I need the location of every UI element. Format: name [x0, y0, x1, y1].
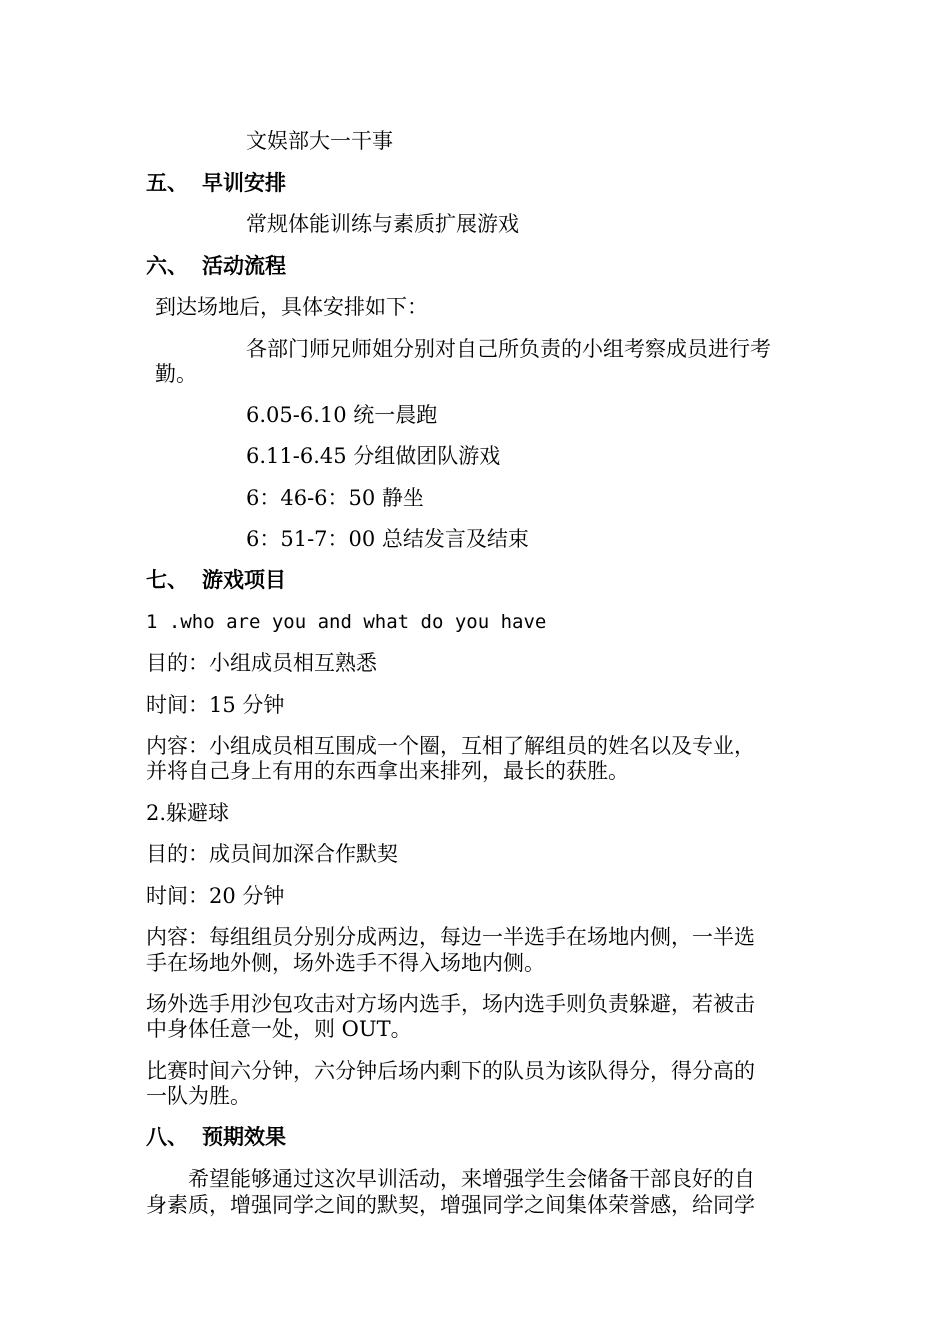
section-number: 八、: [146, 1125, 188, 1149]
game-rule: 一队为胜。: [146, 1084, 251, 1108]
game-time: 时间：20 分钟: [146, 884, 285, 908]
game-goal: 目的：成员间加深合作默契: [146, 842, 398, 866]
schedule-item: 6.05-6.10 统一晨跑: [246, 403, 438, 427]
schedule-item: 6：46-6：50 静坐: [246, 486, 424, 510]
paragraph-line: 勤。: [155, 362, 197, 386]
section-heading-7: [146, 567, 286, 593]
schedule-item: 6：51-7：00 总结发言及结束: [246, 527, 529, 551]
section-number: 六、: [146, 254, 188, 278]
game-content: 手在场地外侧，场外选手不得入场地内侧。: [146, 951, 545, 975]
game-content: 并将自己身上有用的东西拿出来排列，最长的获胜。: [146, 759, 629, 783]
section-title: 预期效果: [202, 1125, 286, 1149]
game-time: 时间：15 分钟: [146, 693, 285, 717]
game-title: 2.躲避球: [146, 801, 230, 825]
section-title: 活动流程: [202, 254, 286, 278]
paragraph-line: 到达场地后，具体安排如下：: [155, 295, 428, 319]
game-rule: 比赛时间六分钟，六分钟后场内剩下的队员为该队得分，得分高的: [146, 1059, 755, 1083]
section-heading-8: [146, 1124, 286, 1150]
section-number: 七、: [146, 568, 188, 592]
section-title: 早训安排: [202, 171, 286, 195]
game-rule: 场外选手用沙包攻击对方场内选手，场内选手则负责躲避，若被击: [146, 992, 755, 1016]
game-content: 内容：每组组员分别分成两边，每边一半选手在场地内侧，一半选: [146, 925, 755, 949]
paragraph-line: 常规体能训练与素质扩展游戏: [246, 212, 519, 236]
game-title: 1 .who are you and what do you have: [146, 611, 547, 633]
section-heading-6: [146, 253, 286, 279]
schedule-item: 6.11-6.45 分组做团队游戏: [246, 444, 501, 468]
game-content: 内容：小组成员相互围成一个圈，互相了解组员的姓名以及专业，: [146, 734, 755, 758]
section-heading-5: [146, 170, 286, 196]
game-goal: 目的：小组成员相互熟悉: [146, 651, 377, 675]
paragraph-line: 各部门师兄师姐分别对自己所负责的小组考察成员进行考: [246, 337, 771, 361]
paragraph-line: 身素质，增强同学之间的默契，增强同学之间集体荣誉感，给同学: [146, 1193, 755, 1217]
game-rule: 中身体任意一处，则 OUT。: [146, 1017, 412, 1041]
section-number: 五、: [146, 171, 188, 195]
section-title: 游戏项目: [202, 568, 286, 592]
paragraph-line: 希望能够通过这次早训活动，来增强学生会储备干部良好的自: [188, 1167, 755, 1191]
role-line: 文娱部大一干事: [246, 129, 393, 153]
